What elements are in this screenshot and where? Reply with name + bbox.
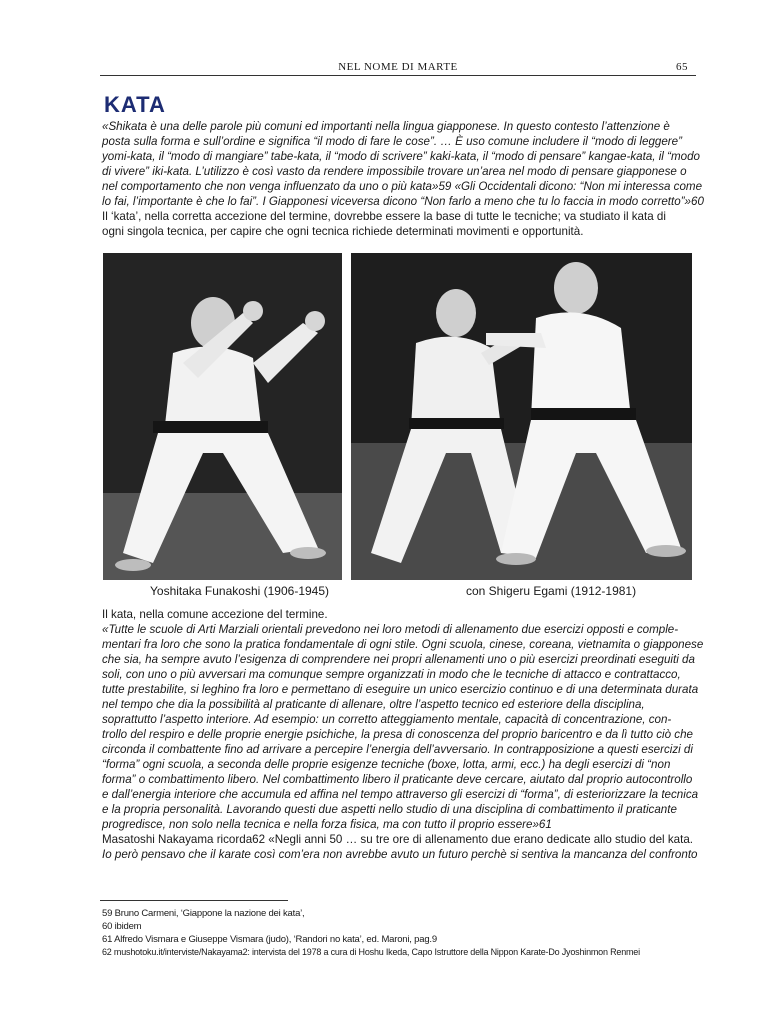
footnote-rule xyxy=(100,900,288,901)
text-line: Il ‘kata’, nella corretta accezione del termine, dovrebbe essere la base di tutte le tecniche; va studiato il kata di xyxy=(102,210,666,223)
caption-right: con Shigeru Egami (1912-1981) xyxy=(466,584,637,598)
text-line: posta sulla forma e sull’ordine e significa “il modo di fare le cose”. … È uso comune includere il “modo di leggere” xyxy=(102,135,682,148)
text-line: e dall’energia interiore che accumula ed affina nel tempo attraverso gli esercizi di “forma”, di esteriorizzare la tecnica xyxy=(102,788,699,801)
text-line: circonda il combattente fino ad arrivare a percepire l’energia dell’avversario. In contrapposizione a questi esercizi di xyxy=(102,743,693,756)
text-line: nel comportamento che non venga influenzato da uno o più kata»59 «Gli Occidentali dicono: “Non mi interessa come xyxy=(102,180,703,193)
text-line: soli, con uno o più avversari ma comunque sempre organizzati in modo che le tecniche di attacco e contrattacco, xyxy=(102,668,681,681)
footnote-60: 60 ibidem xyxy=(102,921,142,932)
header-rule xyxy=(100,75,696,76)
text-line: yomi-kata, il “modo di mangiare” tabe-kata, il “modo di scrivere” kaki-kata, il “modo di pensare” kangae-kata, il “modo xyxy=(102,150,700,163)
text-line: lo fai, l’importante è che lo fai”. I Giapponesi viceversa dicono “Non farlo a meno che tu lo faccia in modo corretto”»60 xyxy=(102,195,704,208)
text-line: soprattutto l’aspetto interiore. Ad esempio: un corretto atteggiamento mentale, capacità di concentrazione, con- xyxy=(102,713,672,726)
text-line: ogni singola tecnica, per capire che ogni tecnica richiede determinati movimenti e opportunità. xyxy=(102,225,584,238)
footnote-59: 59 Bruno Carmeni, ‘Giappone la nazione dei kata’, xyxy=(102,908,305,919)
text-line: di vivere” iki-kata. L’utilizzo è così vasto da rendere impossibile trovare un’area nel modo di pensare giapponese o xyxy=(102,165,687,178)
photo-funakoshi xyxy=(103,253,342,580)
karateka-figure xyxy=(103,253,342,580)
text-line: «Tutte le scuole di Arti Marziali orientali prevedono nei loro metodi di allenamento due esercizi opposti e comple- xyxy=(102,623,679,636)
text-line: e la propria personalità. Lavorando questi due aspetti nello studio di una disciplina di combattimento il praticante xyxy=(102,803,677,816)
text-line: progredisce, non solo nella tecnica e nella forza fisica, ma con tutto il proprio essere»61 xyxy=(102,818,552,831)
section-title: KATA xyxy=(104,92,166,117)
text-line: trollo del respiro e delle proprie energie psichiche, la presa di conoscenza del proprio baricentro e da lì tutto ciò che xyxy=(102,728,693,741)
text-line: «Shikata è una delle parole più comuni ed importanti nella lingua giapponese. In questo contesto l’attenzione è xyxy=(102,120,670,133)
caption-left: Yoshitaka Funakoshi (1906-1945) xyxy=(150,584,330,598)
text-line: nel tempo che dia la possibilità al praticante di allenare, oltre l’aspetto tecnico ed esteriore della disciplina, xyxy=(102,698,645,711)
page-header xyxy=(100,60,696,76)
photo-egami xyxy=(351,253,692,580)
page-number: 65 xyxy=(676,61,688,73)
text-line: “forma” ogni scuola, a seconda delle proprie esigenze tecniche (boxe, lotta, armi, ecc.) ha degli esercizi di “non xyxy=(102,758,671,771)
karateka-pair-figure xyxy=(351,253,692,580)
running-title: NEL NOME DI MARTE xyxy=(338,61,458,73)
footnote-61: 61 Alfredo Vismara e Giuseppe Vismara (judo), ‘Randori no kata’, ed. Maroni, pag.9 xyxy=(102,934,437,945)
text-line: Il kata, nella comune accezione del termine. xyxy=(102,608,328,621)
text-line: mentari fra loro che sono la pratica fondamentale di ogni stile. Ogni scuola, cinese, coreana, vietnamita o giapponese xyxy=(102,638,704,651)
text-line: che sia, ha sempre avuto l’esigenza di comprendere nei propri allenamenti uno o più esercizi preordinati eseguiti da xyxy=(102,653,695,666)
text-line: forma” o combattimento libero. Nel combattimento libero il praticante deve cercare, aiutato dal proprio autocontrollo xyxy=(102,773,693,786)
text-line: Masatoshi Nakayama ricorda62 «Negli anni 50 … su tre ore di allenamento due erano dedicate allo studio del kata. xyxy=(102,833,693,846)
intro-paragraph xyxy=(102,119,704,239)
text-line: Io però pensavo che il karate così com’era non avrebbe avuto un futuro perchè si sentiva la mancanza del confronto xyxy=(102,848,698,861)
body-paragraph xyxy=(102,607,704,862)
text-line: tutte prestabilite, si leghino fra loro e permettano di eseguire un unico esercizio continuo e di una determinata durata xyxy=(102,683,699,696)
footnote-62: 62 mushotoku.it/interviste/Nakayama2: intervista del 1978 a cura di Hoshu Ikeda, Capo Istruttore della Nippon Karate-Do Jyoshinmon Renmei xyxy=(102,947,640,957)
